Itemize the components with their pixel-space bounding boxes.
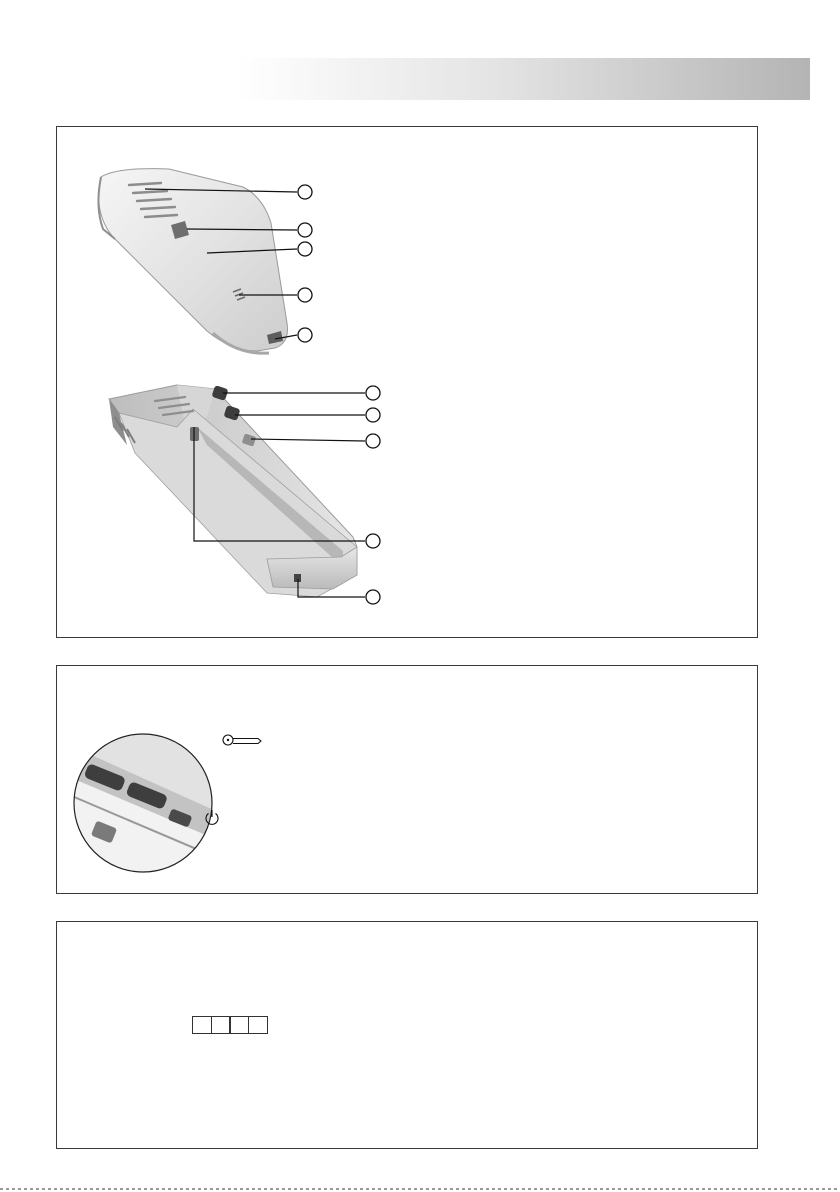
code-entry-panel [56,921,758,1149]
front-callout-1 [298,185,312,199]
code-digit-box [211,1016,231,1034]
side-callout-2 [366,408,380,422]
side-callout-1 [366,386,380,400]
code-digit-box [229,1016,249,1034]
side-callout-4 [366,534,380,548]
handset-front-view [98,169,287,354]
header-gradient-bar [236,58,810,100]
side-callout-3 [366,434,380,448]
key-icon [223,735,261,745]
code-digit-boxes [192,1016,267,1034]
buttons-closeup-panel [56,665,758,894]
front-callout-2 [298,223,312,237]
buttons-closeup-illustration [57,666,759,895]
handset-illustrations [57,127,759,639]
front-callout-4 [298,288,312,302]
handset-parts-panel [56,126,758,638]
code-digit-box [248,1016,268,1034]
front-callout-3 [298,242,312,256]
bottom-dotted-rule [0,1188,840,1190]
handset-side-view [109,385,357,597]
side-callout-5 [366,590,380,604]
front-callout-5 [298,328,312,342]
code-digit-box [192,1016,212,1034]
magnified-button-view [67,726,227,895]
